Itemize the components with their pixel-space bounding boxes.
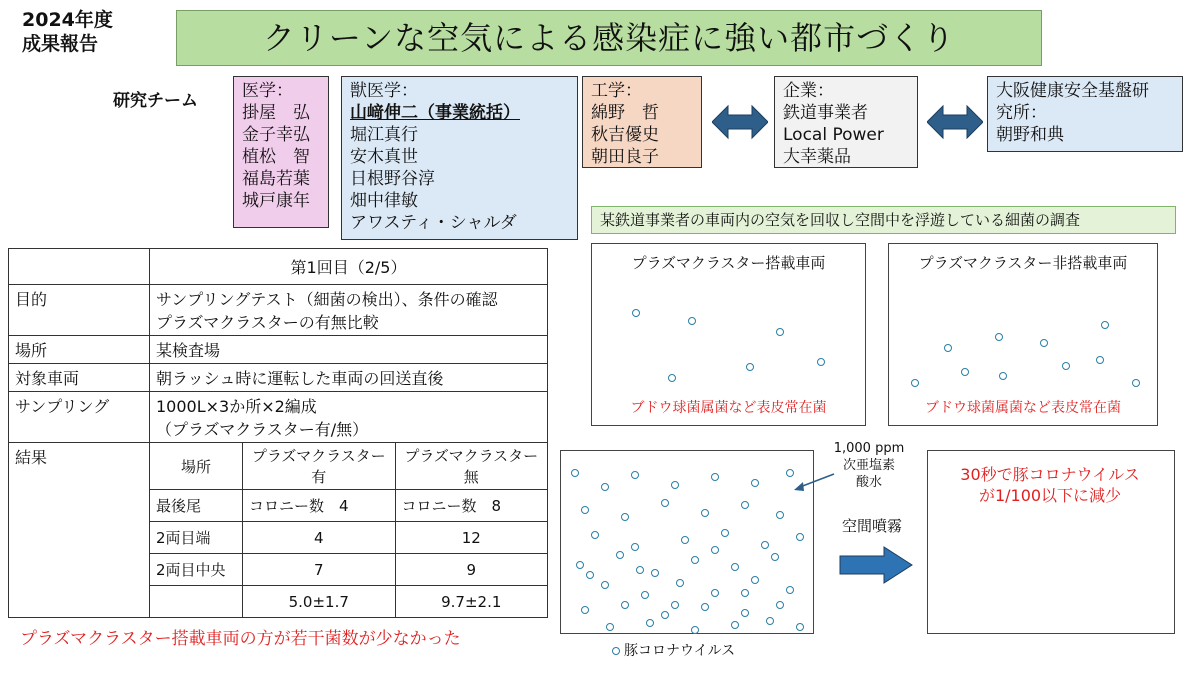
bacteria-dot-icon — [688, 317, 696, 325]
inner-cell — [150, 586, 243, 618]
bacteria-dot-icon — [731, 621, 739, 629]
row-label: サンプリング — [9, 392, 150, 443]
inner-cell: 4 — [243, 522, 396, 554]
row-value: 朝ラッシュ時に運転した車両の回送直後 — [150, 364, 548, 392]
team-member: 鉄道事業者 — [783, 103, 868, 123]
bacteria-dot-icon — [641, 591, 649, 599]
survey-title: 某鉄道事業者の車両内の空気を回収し空間中を浮遊している細菌の調査 — [591, 206, 1176, 234]
bacteria-dot-icon — [701, 603, 709, 611]
report-type: 成果報告 — [22, 33, 99, 55]
panel-note: ブドウ球菌属菌など表皮常在菌 — [630, 400, 827, 416]
bacteria-dot-icon — [721, 529, 729, 537]
bacteria-dot-icon — [776, 601, 784, 609]
with-cluster-panel — [591, 243, 866, 426]
page-title: クリーンな空気による感染症に強い都市づくり — [176, 10, 1042, 66]
inner-cell: 12 — [395, 522, 547, 554]
bacteria-dot-icon — [766, 617, 774, 625]
report-year: 2024年度 — [22, 9, 113, 31]
team-field: 工学： — [591, 81, 642, 101]
panel-title: プラズマクラスター搭載車両 — [631, 254, 826, 272]
pointer-arrow-icon — [790, 470, 840, 494]
table-row — [150, 490, 547, 522]
bacteria-dot-icon — [651, 569, 659, 577]
value-line: プラズマクラスターの有無比較 — [156, 313, 379, 332]
virus-before-panel — [560, 450, 814, 634]
panel-note: ブドウ球菌属菌など表皮常在菌 — [925, 400, 1121, 416]
bacteria-dot-icon — [711, 473, 719, 481]
results-table — [8, 248, 548, 618]
row-label: 目的 — [9, 285, 150, 336]
bacteria-dot-icon — [581, 606, 589, 614]
inner-cell: 9 — [395, 554, 547, 586]
ppm-line: 次亜塩素 — [842, 458, 895, 473]
right-arrow-icon — [838, 545, 914, 585]
team-member: 大幸薬品 — [783, 147, 851, 167]
team-field: 大阪健康安全基盤研 — [996, 81, 1149, 101]
inner-header: プラズマクラスター有 — [243, 443, 396, 490]
result-line: が1/100以下に減少 — [978, 486, 1122, 505]
inner-cell: 7 — [243, 554, 396, 586]
bacteria-dot-icon — [631, 471, 639, 479]
team-member: 畑中律敏 — [350, 191, 418, 211]
bacteria-dot-icon — [616, 551, 624, 559]
table-row — [150, 554, 547, 586]
table-header: 第1回目（2/5） — [150, 249, 548, 285]
without-cluster-panel — [888, 243, 1158, 426]
bacteria-dot-icon — [601, 581, 609, 589]
bacteria-dot-icon — [681, 536, 689, 544]
bacteria-dot-icon — [701, 509, 709, 517]
bacteria-dot-icon — [1132, 379, 1140, 387]
team-member: 綿野 哲 — [591, 103, 659, 123]
inner-cell: 5.0±1.7 — [243, 586, 396, 618]
team-member: アワスティ・シャルダ — [350, 213, 517, 233]
team-medicine-box — [233, 76, 329, 228]
bacteria-dot-icon — [1096, 356, 1104, 364]
team-field: 究所： — [996, 103, 1047, 123]
bacteria-dot-icon — [711, 589, 719, 597]
inner-cell: コロニー数 4 — [243, 490, 396, 522]
bacteria-dot-icon — [817, 358, 825, 366]
bacteria-dot-icon — [911, 379, 919, 387]
team-field: 企業： — [783, 81, 834, 101]
legend-label: 豚コロナウイルス — [624, 643, 736, 659]
bacteria-dot-icon — [995, 333, 1003, 341]
bacteria-dot-icon — [751, 479, 759, 487]
inner-header: プラズマクラスター無 — [395, 443, 547, 490]
row-value — [150, 285, 548, 336]
bacteria-dot-icon — [786, 586, 794, 594]
team-member: 堀江真行 — [350, 125, 418, 145]
bacteria-dot-icon — [776, 328, 784, 336]
report-year-block — [22, 8, 113, 56]
bacteria-dot-icon — [761, 541, 769, 549]
bacteria-dot-icon — [999, 372, 1007, 380]
bacteria-dot-icon — [668, 374, 676, 382]
inner-cell: 9.7±2.1 — [395, 586, 547, 618]
experiment-result — [928, 464, 1172, 506]
spray-label: 空間噴霧 — [842, 517, 903, 535]
bacteria-dot-icon — [1101, 321, 1109, 329]
team-field: 医学： — [242, 81, 293, 101]
team-member: 城戸康年 — [242, 191, 310, 211]
bacteria-dot-icon — [621, 601, 629, 609]
table-row — [150, 522, 547, 554]
bacteria-dot-icon — [606, 623, 614, 631]
team-member: 日根野谷淳 — [350, 169, 435, 189]
table-corner — [9, 249, 150, 285]
team-veterinary-box — [341, 76, 578, 240]
team-member: 掛屋 弘 — [242, 103, 310, 123]
bacteria-dot-icon — [661, 499, 669, 507]
bacteria-dot-icon — [771, 553, 779, 561]
bacteria-dot-icon — [586, 571, 594, 579]
panel-title: プラズマクラスター非搭載車両 — [918, 254, 1128, 272]
inner-cell: 2両目中央 — [150, 554, 243, 586]
team-engineering-box — [582, 76, 702, 168]
team-label: 研究チーム — [113, 91, 198, 111]
team-field: 獣医学： — [350, 81, 418, 101]
bacteria-dot-icon — [711, 546, 719, 554]
bacteria-dot-icon — [961, 368, 969, 376]
ppm-line: 酸水 — [855, 475, 882, 490]
bacteria-dot-icon — [691, 556, 699, 564]
team-osaka-box — [987, 76, 1183, 152]
team-member: 金子幸弘 — [242, 125, 310, 145]
bacteria-dot-icon — [741, 609, 749, 617]
team-member: 秋吉優史 — [591, 125, 659, 145]
bacteria-dot-icon — [591, 531, 599, 539]
bacteria-dot-icon — [636, 566, 644, 574]
row-label: 対象車両 — [9, 364, 150, 392]
bacteria-dot-icon — [691, 626, 699, 634]
bacteria-dot-icon — [661, 611, 669, 619]
bacteria-dot-icon — [944, 344, 952, 352]
bacteria-dot-icon — [796, 623, 804, 631]
bacteria-dot-icon — [631, 543, 639, 551]
team-member: 福島若葉 — [242, 169, 310, 189]
team-lead: 山﨑伸二（事業統括） — [350, 103, 520, 123]
inner-cell: 2両目端 — [150, 522, 243, 554]
team-member: 朝田良子 — [591, 147, 659, 167]
bacteria-dot-icon — [671, 601, 679, 609]
results-inner-table — [150, 443, 547, 617]
ppm-line: 1,000 ppm — [833, 441, 905, 456]
team-member: 安木真世 — [350, 147, 418, 167]
team-member: Local Power — [783, 125, 884, 145]
result-line: 30秒で豚コロナウイルス — [960, 465, 1140, 484]
table-row — [150, 586, 547, 618]
bacteria-dot-icon — [621, 513, 629, 521]
bacteria-dot-icon — [576, 561, 584, 569]
bacteria-dot-icon — [741, 589, 749, 597]
virus-legend — [612, 640, 735, 660]
team-companies-box — [774, 76, 918, 168]
virus-dot-icon — [612, 647, 620, 655]
value-line: （プラズマクラスター有/無） — [156, 420, 369, 439]
bacteria-dot-icon — [796, 533, 804, 541]
bacteria-dot-icon — [741, 501, 749, 509]
inner-header: 場所 — [150, 443, 243, 490]
bacteria-dot-icon — [581, 506, 589, 514]
bacteria-dot-icon — [751, 576, 759, 584]
bacteria-dot-icon — [731, 563, 739, 571]
inner-cell: 最後尾 — [150, 490, 243, 522]
results-cell — [150, 443, 548, 618]
team-member: 植松 智 — [242, 147, 310, 167]
bacteria-dot-icon — [1062, 362, 1070, 370]
bacteria-dot-icon — [676, 579, 684, 587]
value-line: サンプリングテスト（細菌の検出）、条件の確認 — [156, 290, 498, 309]
bacteria-dot-icon — [571, 469, 579, 477]
bacteria-dot-icon — [632, 309, 640, 317]
bacteria-dot-icon — [646, 619, 654, 627]
bacteria-dot-icon — [746, 363, 754, 371]
bacteria-dot-icon — [671, 481, 679, 489]
conclusion-text: プラズマクラスター搭載車両の方が若干菌数が少なかった — [20, 629, 461, 649]
row-label: 結果 — [9, 443, 150, 618]
bacteria-dot-icon — [601, 483, 609, 491]
value-line: 1000L×3か所×2編成 — [156, 397, 317, 416]
inner-cell: コロニー数 8 — [395, 490, 547, 522]
row-label: 場所 — [9, 336, 150, 364]
double-arrow-icon — [927, 104, 983, 140]
bacteria-dot-icon — [1040, 339, 1048, 347]
row-value — [150, 392, 548, 443]
row-value: 某検査場 — [150, 336, 548, 364]
bacteria-dot-icon — [776, 511, 784, 519]
double-arrow-icon — [712, 104, 768, 140]
team-member: 朝野和典 — [996, 125, 1064, 145]
